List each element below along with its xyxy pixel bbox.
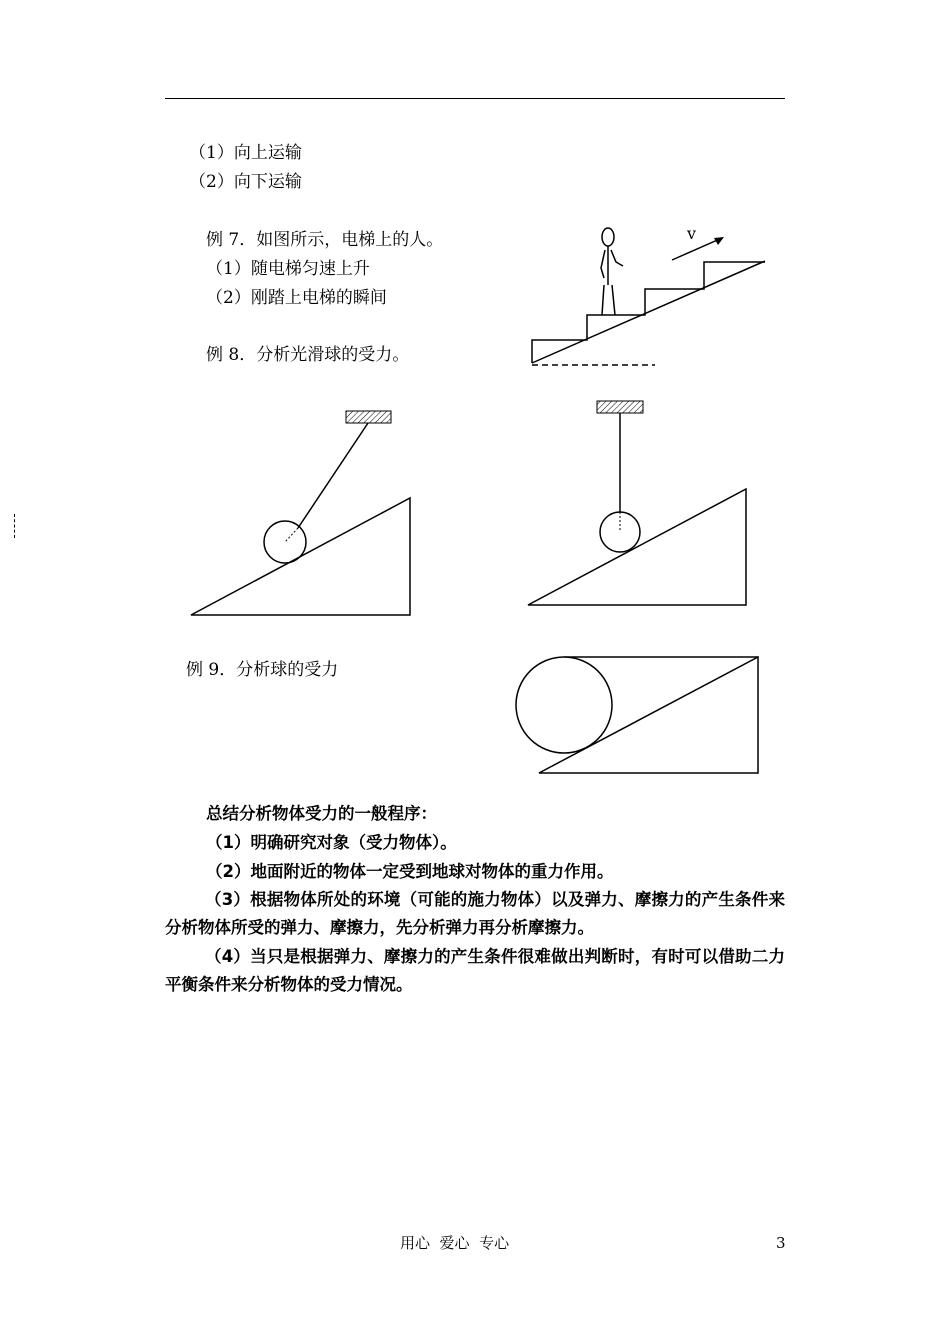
margin-mark (14, 514, 15, 538)
summary-step-4: （4）当只是根据弹力、摩擦力的产生条件很难做出判断时，有时可以借助二力平衡条件来分析物体的受力情况。 (165, 947, 785, 994)
example-7-title: 例 7．如图所示，电梯上的人。 (206, 230, 444, 250)
summary-step-2: （2）地面附近的物体一定受到地球对物体的重力作用。 (206, 862, 614, 881)
example-8-title: 例 8．分析光滑球的受力。 (206, 345, 410, 365)
incline-left (191, 498, 410, 615)
summary-title: 总结分析物体受力的一般程序： (206, 804, 437, 823)
text-downward-transport: （2）向下运输 (189, 172, 302, 192)
person-arm-right (611, 250, 623, 266)
rope-left (298, 423, 368, 528)
person-legs (602, 285, 615, 315)
example-7-case-2: （2）刚踏上电梯的瞬间 (206, 288, 387, 308)
velocity-arrowhead (714, 237, 724, 245)
person-arm-left (601, 250, 605, 278)
velocity-label: v (687, 224, 697, 243)
velocity-arrow (672, 238, 722, 260)
escalator-steps (532, 262, 765, 363)
page-number: 3 (776, 1234, 786, 1252)
footer-motto: 用心 爱心 专心 (400, 1234, 510, 1252)
summary-step-1: （1）明确研究对象（受力物体）。 (206, 833, 457, 852)
example-7-case-1: （1）随电梯匀速上升 (206, 259, 370, 279)
ball-right (600, 512, 640, 552)
ball-left (264, 521, 306, 563)
rope-extension-left (285, 528, 298, 542)
ball-example-9 (516, 657, 612, 753)
example-9-title: 例 9．分析球的受力 (186, 660, 339, 680)
incline-right (528, 489, 746, 605)
text-upward-transport: （1）向上运输 (189, 143, 302, 163)
incline-box-wedge (539, 657, 758, 773)
escalator-incline (532, 261, 765, 363)
ceiling-hatch-right (597, 401, 643, 413)
header-rule (165, 98, 785, 99)
ceiling-hatch-left (346, 411, 391, 423)
person-head (602, 228, 614, 246)
summary-step-3: （3）根据物体所处的环境（可能的施力物体）以及弹力、摩擦力的产生条件来分析物体所受的弹力、摩擦力，先分析弹力再分析摩擦力。 (165, 890, 785, 937)
